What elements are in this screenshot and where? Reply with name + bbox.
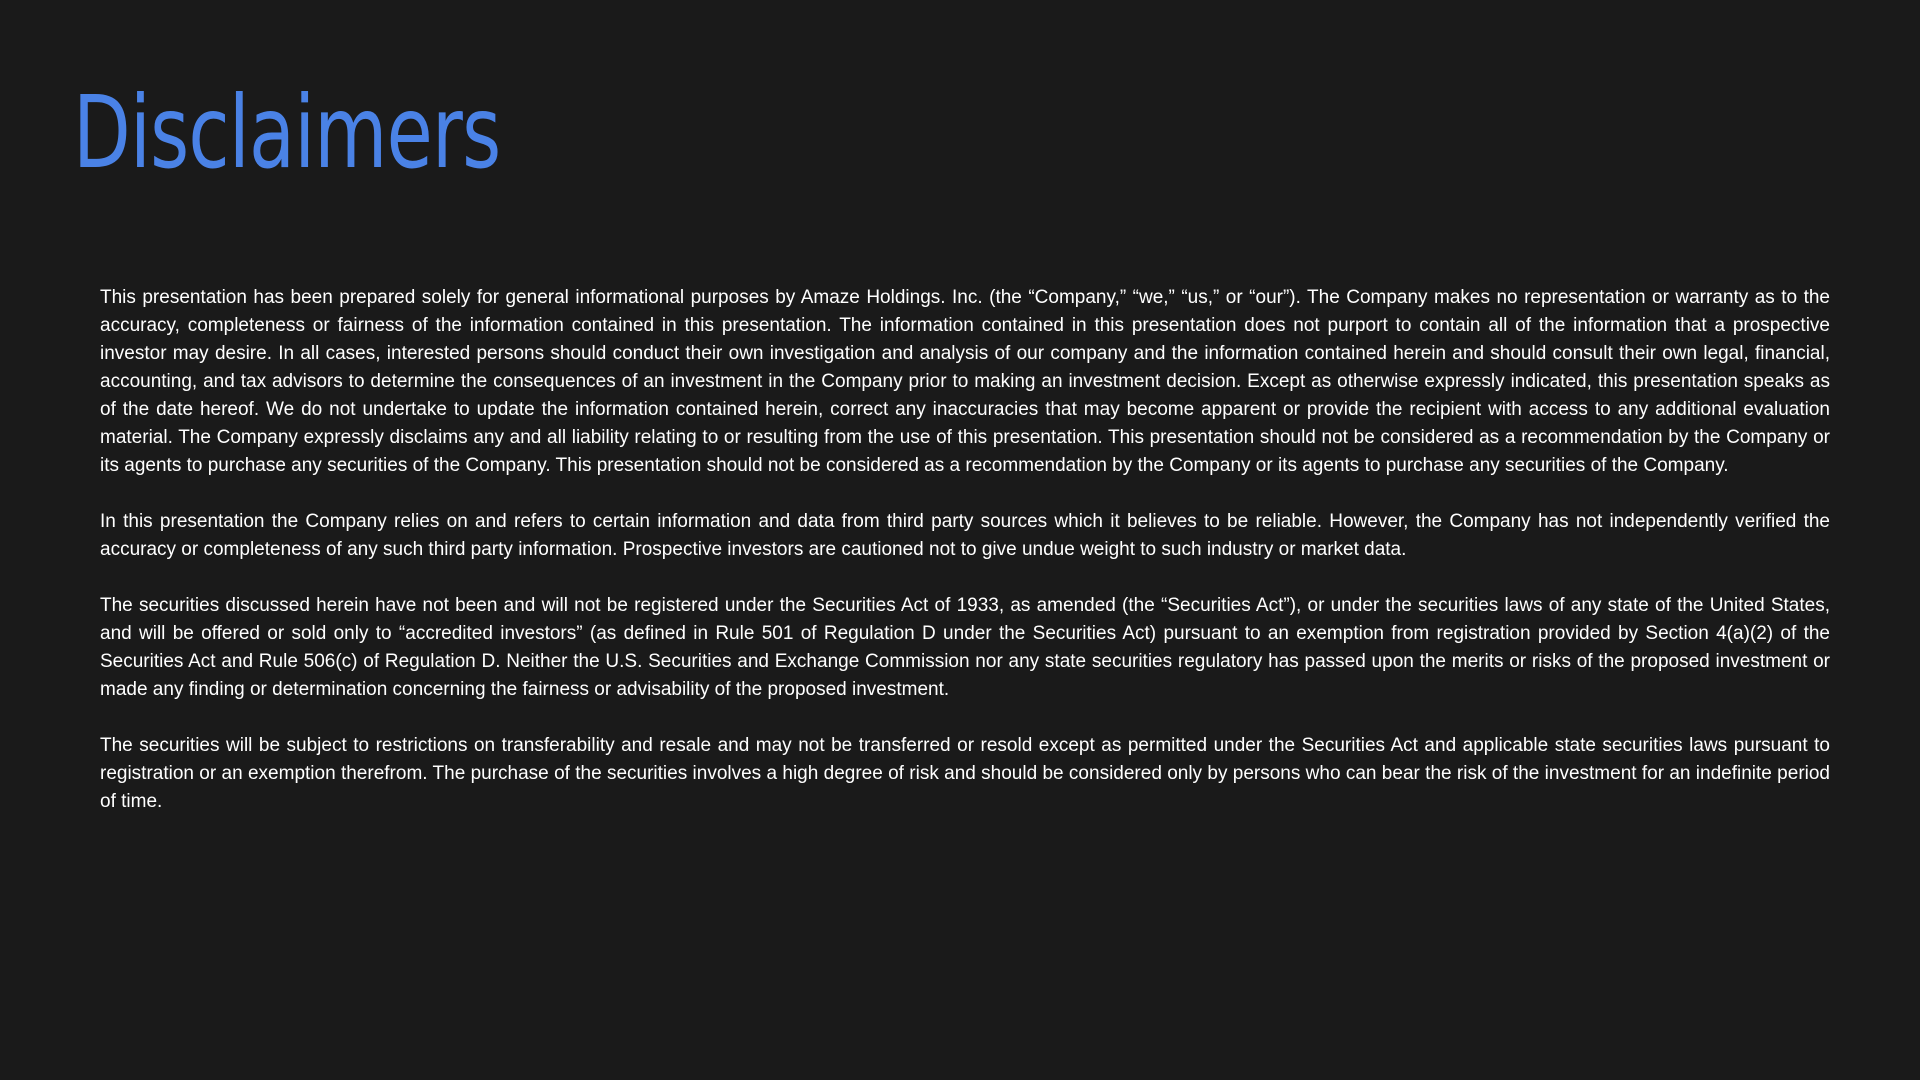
- page-title: Disclaimers: [73, 74, 501, 191]
- disclaimer-paragraph-transfer-restrictions: The securities will be subject to restrictions on transferability and resale and may not be transferred or resold except as permitted under the Securities Act and applicable state securities laws pursuant to registration or an exemption therefrom. The purchase of the securities involves a high degree of risk and should be considered only by persons who can bear the risk of the investment for an indefinite period of time.: [100, 735, 1830, 812]
- disclaimer-paragraph-securities-act: The securities discussed herein have not been and will not be registered under the Securities Act of 1933, as amended (the “Securities Act”), or under the securities laws of any state of the United States, and will be offered or sold only to “accredited investors” (as defined in Rule 501 of Regulation D under the Securities Act) pursuant to an exemption from registration provided by Section 4(a)(2) of the Securities Act and Rule 506(c) of Regulation D. Neither the U.S. Securities and Exchange Commission nor any state securities regulatory has passed upon the merits or risks of the proposed investment or made any finding or determination concerning the fairness or advisability of the proposed investment.: [100, 595, 1830, 700]
- disclaimer-paragraph-general: This presentation has been prepared solely for general informational purposes by Amaze Holdings. Inc. (the “Company,” “we,” “us,” or “our”). The Company makes no representation or warranty as to the accuracy, completeness or fairness of the information contained in this presentation. The information contained in this presentation does not purport to contain all of the information that a prospective investor may desire. In all cases, interested persons should conduct their own investigation and analysis of our company and the information contained herein and should consult their own legal, financial, accounting, and tax advisors to determine the consequences of an investment in the Company prior to making an investment decision. Except as otherwise expressly indicated, this presentation speaks as of the date hereof. We do not undertake to update the information contained herein, correct any inaccuracies that may become apparent or provide the recipient with access to any additional evaluation material. The Company expressly disclaims any and all liability relating to or resulting from the use of this presentation. This presentation should not be considered as a recommendation by the Company or its agents to purchase any securities of the Company. This presentation should not be considered as a recommendation by the Company or its agents to purchase any securities of the Company.: [100, 287, 1830, 476]
- disclaimer-body: [100, 284, 1830, 844]
- disclaimer-paragraph-third-party: In this presentation the Company relies on and refers to certain information and data from third party sources which it believes to be reliable. However, the Company has not independently verified the accuracy or completeness of any such third party information. Prospective investors are cautioned not to give undue weight to such industry or market data.: [100, 511, 1830, 560]
